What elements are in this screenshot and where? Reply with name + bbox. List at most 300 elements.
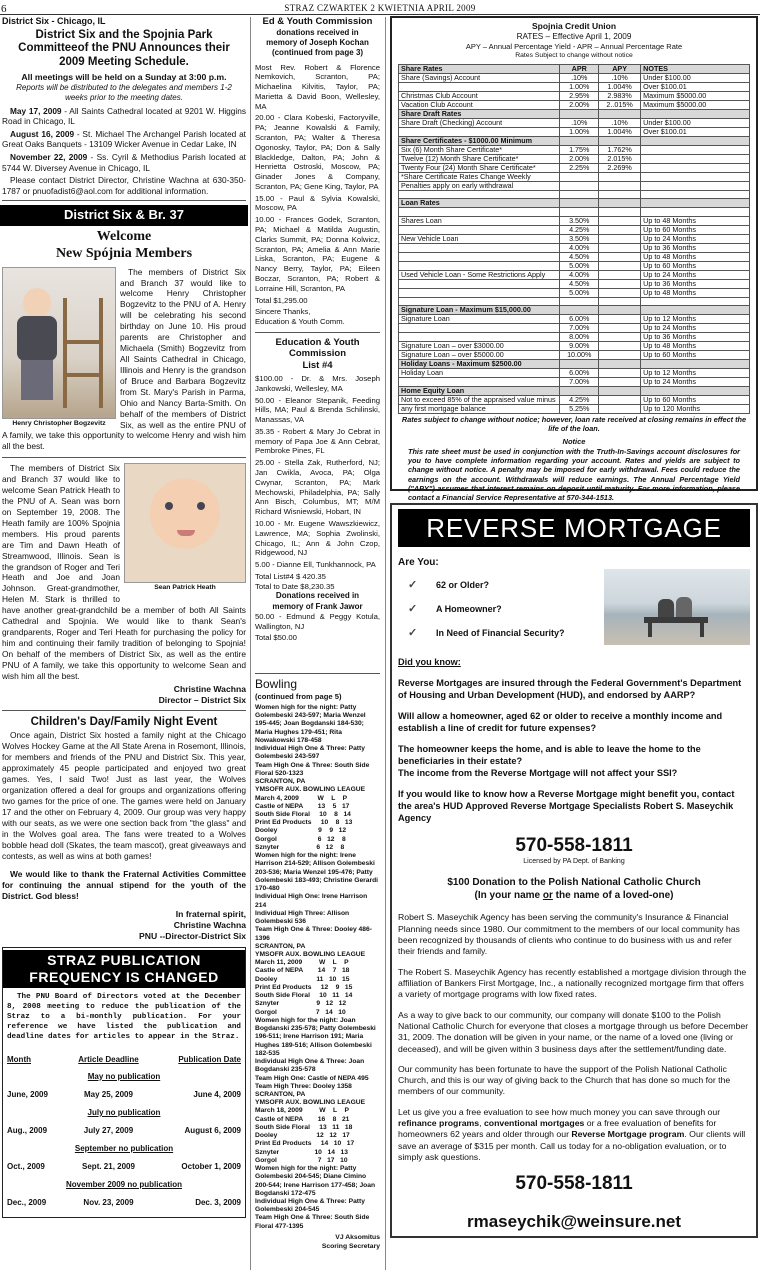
schedule-cell: October 1, 2009 — [181, 1161, 241, 1171]
bowling-line: Dooley 9 9 12 — [255, 827, 347, 835]
rates-cell — [599, 190, 641, 199]
rates-cell — [560, 190, 599, 199]
column-left — [2, 16, 246, 1218]
divider — [2, 457, 246, 458]
donor-list: Most Rev. Robert & Florence Nemkovich, Scranton, PA; Michaelina Kilvitis, Taylor, PA; Marietta & David Boon, Wellesley, MA — [255, 62, 380, 111]
ad-question-lead: Are You: — [398, 557, 439, 569]
rates-cell: Up to 48 Months — [641, 216, 750, 225]
bowling-line: Women high for the night: Joan Bogdanski 235-578; Patty Golembeski 196-511; Irene Harrison 191; Maria Hughes 189-516; Allison Golembeski 182-535 — [255, 1016, 378, 1057]
schedule-note-row — [7, 1141, 241, 1157]
signature-title: Director – District Six — [158, 694, 246, 705]
rates-cell — [599, 208, 641, 217]
article-paragraph: We would like to thank the Fraternal Activities Committee for continuing the annual stipend for the youth of the District. God bless! — [2, 869, 246, 902]
rates-cell: 6.00% — [560, 369, 599, 378]
rates-cell — [641, 163, 750, 172]
rates-cell: Over $100.01 — [641, 127, 750, 136]
bowling-line: YMSOFR AUX. BOWLING LEAGUE — [255, 1099, 366, 1107]
donor-list: 10.00 - Frances Godek, Scranton, PA; Michael & Matilda Augustin, Clarks Summit, PA; Donna Kolwicz, Scranton, PA; Amelia & Ann Marie Liska, Scranton, PA; Eugene & Nancy Berry, Taylor, PA; Eileen Boczar, Scranton, PA; Robert & Lorraine Hill, Scranton, PA — [255, 215, 380, 293]
schedule-cell: Aug., 2009 — [7, 1125, 48, 1135]
rates-row — [399, 118, 750, 127]
bowling-line: Print Ed Products 10 8 13 — [255, 819, 353, 827]
donor-list: 50.00 - Eleanor Stepanik, Feeding Hills, MA; Paul & Brenda Schilinski, Manassas, VA — [255, 395, 380, 425]
rates-cell: Holiday Loan — [399, 369, 560, 378]
rates-cell — [641, 145, 750, 154]
schedule-row — [7, 1193, 241, 1213]
rates-cell: Christmas Club Account — [399, 91, 560, 100]
schedule-header-cell: Article Deadline — [78, 1054, 139, 1064]
district-chicago-article — [2, 16, 246, 196]
ad-title: REVERSE MORTGAGE — [398, 509, 750, 547]
rates-cell: 9.00% — [560, 342, 599, 351]
schedule-row — [7, 1121, 241, 1141]
rates-cell — [560, 199, 599, 208]
rates-cell: 1.762% — [599, 145, 641, 154]
welcome-paragraph: The members of District Six and Branch 37 would like to welcome Sean Patrick Heath to the PNU of A. Sean was born on September 19, 2008. The Heath family are 100% Spojnia members. His proud parents are Tim and Dawn Heath of Streamwood, Illinois. Sean is the grandson of Roger and Teri Heath and Joe and Joan Johnson. Great-grandmother, Helen M. Stark is thrilled to have another great-grandchild be a member of both All Saints Cathedral and Spojnia. We would like to thank Sean's grandparents, Roger and Teri Heath for purchasing the policy for him and continuing their family tradition of belonging to Spojnia! On behalf of the members of District Six, as well as the entire PNU of A family, we take this opportunity to welcome Sean and wish him all the best. — [2, 463, 246, 681]
rates-table — [398, 64, 750, 415]
rates-row — [399, 216, 750, 225]
rates-cell — [599, 172, 641, 181]
rates-cell: Up to 120 Months — [641, 405, 750, 414]
checkmark-icon: ✓ — [408, 579, 418, 592]
rates-cell: Share Draft Rates — [399, 109, 560, 118]
rates-cell: Up to 36 Months — [641, 279, 750, 288]
meeting-item: November 22, 2009 - Ss. Cyril & Methodius Parish located at 5744 W. Diversey Avenue in Chicago, IL — [2, 151, 246, 173]
rates-cell: Twelve (12) Month Share Certificate* — [399, 154, 560, 163]
family-night-article — [2, 715, 246, 943]
bowling-line: Team High One: Castle of NEPA 495 — [255, 1074, 369, 1082]
rates-cell: Signature Loan – over $3000.00 — [399, 342, 560, 351]
bowling-line: Sznyter 10 14 13 — [255, 1148, 348, 1156]
rates-cell: Up to 12 Months — [641, 369, 750, 378]
article-paragraph: Once again, District Six hosted a family night at the Chicago Wolves Hockey Game at the All State Arena in Rosemont, Illinois, for members and friends of the PNU and District Six. This year, approximately 45 people participated and enjoyed two great games. Yes, I said Two! Just as last year, the Wolves organization offered a deal for groups and organizations offering two games for the price of one. The games were held on January 17 and the other on February 4, 2009. Our group was very happy with our seats, as we were one section back from "the glass" and in the Wolves goal area. The fans were treated to a Wolves bobble head doll (Skates, the team mascot), great giveaways and contests, as well as wins at both games! — [2, 730, 246, 861]
rates-cell: 4.00% — [560, 243, 599, 252]
rates-cell: 6.00% — [560, 315, 599, 324]
rates-row — [399, 225, 750, 234]
rates-row — [399, 73, 750, 82]
bowling-line: South Side Floral 10 11 14 — [255, 992, 353, 1000]
meeting-item: August 16, 2009 - St. Michael The Archangel Parish located at Great Oaks Banquets - 13109 Wicker Avenue in Cedar Lake, IN — [2, 128, 246, 150]
donor-list: $100.00 - Dr. & Mrs. Joseph Jankowski, Wellesley, MA — [255, 374, 380, 393]
rates-cell — [599, 387, 641, 396]
couple-on-bench-photo — [604, 569, 750, 645]
rates-cell: Share Draft (Checking) Account — [399, 118, 560, 127]
rates-cell — [599, 279, 641, 288]
sign-off: Sincere Thanks, — [255, 307, 311, 317]
schedule-header-row — [7, 1051, 241, 1069]
bowling-line: Castle of NEPA 13 5 17 — [255, 802, 350, 810]
bowling-line: Gorgol 6 12 8 — [255, 835, 346, 843]
bowling-line: Gorgol 7 14 10 — [255, 1008, 346, 1016]
rates-cell — [599, 261, 641, 270]
rates-row — [399, 279, 750, 288]
bowling-line: Women high for the night: Patty Golembeski 204-545; Diane Cimino 200-544; Irene Harrison 177-458; Joan Bogdanski 172-475 — [255, 1165, 377, 1197]
schedule-cell: May 25, 2009 — [84, 1089, 133, 1099]
rates-cell — [599, 225, 641, 234]
rates-cell — [599, 369, 641, 378]
straz-body: The PNU Board of Directors voted at the December 8, 2008 meeting to reduce the publication of the Straz to a bi-monthly publication. For your reference we have listed the publication and deadline dates for articles to appear in the Straz. — [7, 992, 241, 1041]
welcome-article — [2, 205, 246, 705]
rates-cell — [399, 225, 560, 234]
rates-cell: 10.00% — [560, 351, 599, 360]
rates-cell: 7.00% — [560, 378, 599, 387]
signature-title: PNU --Director-District Six — [139, 931, 246, 942]
bowling-line: Individual High Three: Allison Golembeski 536 — [255, 909, 351, 926]
reverse-mortgage-ad — [390, 503, 758, 1238]
rates-cell: 1.75% — [560, 145, 599, 154]
rates-row — [399, 243, 750, 252]
page-number: 6 — [1, 3, 7, 15]
rates-row — [399, 270, 750, 279]
rates-row — [399, 172, 750, 181]
rates-cell — [599, 181, 641, 190]
rates-row — [399, 100, 750, 109]
donor-list: 20.00 - Clara Kobeski, Factoryville, PA; Jeanne Kowalski & Family, Scranton, PA; Walter & Theresa Ogonosky, Taylor, PA; Don & Sally Blackledge, Dalton, PA; John & Henrietta Ostroski, Moscow, PA; Ginader Jones & Company, Scranton, PA; Gene King, Taylor, PA — [255, 113, 380, 191]
donor-total: Total List#4 $ 420.35 — [255, 571, 326, 581]
schedule-row — [7, 1157, 241, 1177]
rates-cell: Maximum $5000.00 — [641, 91, 750, 100]
rates-cell: 5.25% — [560, 405, 599, 414]
bowling-line: Individual High One & Three: Patty Golembeski 243-597 — [255, 745, 367, 761]
bowling-line: SCRANTON, PA — [255, 1090, 306, 1098]
rates-cell: Up to 48 Months — [641, 288, 750, 297]
rates-row — [399, 190, 750, 199]
bowling-line: Women high for the night: Patty Golembeski 243-597; Maria Wenzel 195-445; Joan Bogdanski 184-530; Maria Hughes 179-451; Rita Nowakowski 178-458 — [255, 703, 368, 744]
ad-question: ✓ 62 or Older? — [408, 579, 490, 592]
rates-cell: Under $100.00 — [641, 118, 750, 127]
rates-row — [399, 405, 750, 414]
rates-cell: Loan Rates — [399, 199, 560, 208]
bowling-line: March 11, 2009 W L P — [255, 959, 349, 967]
meeting-time: All meetings will be held on a Sunday at 3:00 p.m. — [21, 71, 227, 82]
article-subtitle: memory of Frank Jawor — [272, 601, 363, 611]
ad-question: ✓ A Homeowner? — [408, 603, 502, 616]
schedule-header-cell: Month — [7, 1054, 31, 1064]
donor-total: Total $1,295.00 — [255, 295, 308, 305]
ad-fact: Reverse Mortgages are insured through the Federal Government's Department of Housing and Urban Development (HUD), and endorsed by AARP? — [398, 678, 742, 700]
bowling-line: Sznyter 9 12 12 — [255, 1000, 347, 1008]
rates-cell — [560, 136, 599, 145]
article-title: District Six and the Spojnia Park Committeeof the PNU Announces their 2009 Meeting Schedule. — [18, 28, 230, 69]
schedule-cell: August 6, 2009 — [184, 1125, 241, 1135]
bowling-line: SCRANTON, PA — [255, 778, 306, 786]
checkmark-icon: ✓ — [408, 603, 418, 616]
schedule-cell: Dec. 3, 2009 — [195, 1197, 241, 1207]
rates-cell: NOTES — [641, 64, 750, 73]
rates-cell — [641, 109, 750, 118]
donor-list: 35.35 - Robert & Mary Jo Cebrat in memory of Papa Joe & Ann Cebrat, Pembroke Pines, FL — [255, 426, 380, 456]
rates-cell — [399, 252, 560, 261]
rates-cell: Used Vehicle Loan - Some Restrictions Apply — [399, 270, 560, 279]
rates-cell: 1.004% — [599, 127, 641, 136]
bowling-line: South Side Floral 10 8 14 — [255, 811, 351, 818]
bowling-line: Team High One & Three: South Side Floral 520-1323 — [255, 761, 372, 777]
photo-caption: Henry Christopher Bogzevitz — [12, 419, 106, 427]
rates-section-row — [399, 64, 750, 73]
rates-cell: *Share Certificate Rates Change Weekly — [399, 172, 560, 181]
welcome-subtitle: New Spójnia Members — [55, 245, 193, 261]
rates-cell: Home Equity Loan — [399, 387, 560, 396]
rates-cell: Up to 60 Months — [641, 351, 750, 360]
ad-body — [394, 657, 754, 1232]
bowling-line: Individual High One & Three: Joan Bogdanski 235-578 — [255, 1058, 367, 1074]
publication-schedule — [7, 1051, 241, 1213]
article-subtitle: (continued from page 3) — [271, 48, 364, 58]
rates-cell: Shares Loan — [399, 216, 560, 225]
schedule-header-cell: Publication Date — [178, 1054, 241, 1064]
article-subtitle: memory of Joseph Kochan — [266, 38, 369, 48]
rates-cell: Signature Loan - Maximum $15,000.00 — [399, 306, 560, 315]
article-subtitle: donations received in — [276, 28, 359, 38]
rates-cell — [599, 136, 641, 145]
cu-subtitle: APY – Annual Percentage Yield - APR – Annual Percentage Rate — [465, 42, 683, 52]
baby-photo-sean — [124, 463, 246, 583]
rates-cell — [641, 172, 750, 181]
rates-cell: Six (6) Month Share Certificate* — [399, 145, 560, 154]
photo-henry — [2, 267, 116, 429]
rates-cell — [599, 234, 641, 243]
donation-offer: $100 Donation to the Polish National Catholic Church — [447, 876, 701, 888]
ad-question: ✓ In Need of Financial Security? — [408, 627, 565, 640]
photo-caption: Sean Patrick Heath — [154, 584, 216, 592]
rates-cell: .10% — [560, 73, 599, 82]
bowling-line: Team High One & Three: South Side Floral 477-1395 — [255, 1214, 372, 1230]
rates-cell — [599, 378, 641, 387]
schedule-cell: Dec., 2009 — [7, 1197, 47, 1207]
bowling-line: Team High Three: Dooley 1358 — [255, 1082, 352, 1090]
rates-cell: any first mortgage balance — [399, 405, 560, 414]
rates-cell: Up to 24 Months — [641, 234, 750, 243]
rates-cell: .10% — [560, 118, 599, 127]
rates-cell: Over $100.01 — [641, 82, 750, 91]
rates-cell: Holiday Loans - Maximum $2500.00 — [399, 360, 560, 369]
email-address[interactable]: rmaseychik@weinsure.net — [466, 1211, 682, 1231]
notice-body: This rate sheet must be used in conjunction with the Truth-In-Savings account disclosures for you to have complete information regarding your account. Rates and yields are subject to change without notice. A penalty may be imposed for early withdrawal. Fees could reduce the earnings on the account. Withdrawals will reduce earnings. The Annual Percentage Yield ("APY") assumes that interest remains on deposit until maturity. For more information, please contact a Financial Service Representative at 570-344-1513. — [408, 446, 740, 503]
divider — [2, 710, 246, 711]
meeting-item: May 17, 2009 - All Saints Cathedral located at 9201 W. Higgins Road in Chicago, IL — [2, 105, 246, 127]
rates-cell: Share Rates — [399, 64, 560, 73]
rates-row — [399, 82, 750, 91]
schedule-cell: Sept. 21, 2009 — [82, 1161, 135, 1171]
schedule-note: September no publication — [74, 1143, 174, 1153]
rates-cell — [641, 190, 750, 199]
rates-cell: Up to 60 Months — [641, 261, 750, 270]
rates-cell: 5.00% — [560, 288, 599, 297]
rates-cell: Twenty Four (24) Month Share Certificate* — [399, 163, 560, 172]
rates-cell: 2.269% — [599, 163, 641, 172]
signature-title: Scoring Secretary — [321, 1242, 380, 1250]
article-subtitle: Donations received in — [275, 591, 360, 601]
rates-cell: .10% — [599, 118, 641, 127]
rates-cell — [599, 270, 641, 279]
rates-row — [399, 261, 750, 270]
schedule-cell: Oct., 2009 — [7, 1161, 45, 1171]
bowling-line: SCRANTON, PA — [255, 942, 306, 950]
rates-cell — [599, 315, 641, 324]
divider — [255, 332, 380, 333]
rates-row — [399, 163, 750, 172]
baby-photo-henry — [2, 267, 116, 419]
schedule-cell: June 4, 2009 — [193, 1089, 241, 1099]
rates-section-row — [399, 136, 750, 145]
ad-paragraph: Our community has been fortunate to have the support of the Polish National Catholic Church, and this is our way of giving back to the Church that has done so much for the members of our community. — [398, 1063, 731, 1097]
donor-list: 15.00 - Paul & Sylvia Kowalski, Moscow, PA — [255, 193, 380, 213]
bowling-line: March 18, 2009 W L P — [255, 1107, 349, 1115]
rates-cell: APR — [560, 64, 599, 73]
ladder-graphic — [63, 298, 103, 408]
ad-fact: Will allow a homeowner, aged 62 or older to receive a monthly income and establish a line of credit for future expenses? — [398, 710, 723, 733]
rates-cell: Up to 36 Months — [641, 243, 750, 252]
bowling-line: Print Ed Products 14 10 17 — [255, 1140, 355, 1148]
rates-cell — [599, 109, 641, 118]
rates-cell: Share Certificates - $1000.00 Minimum — [399, 136, 560, 145]
rates-cell: Signature Loan – over $5000.00 — [399, 351, 560, 360]
bowling-line: Castle of NEPA 14 7 18 — [255, 967, 350, 975]
rates-cell: 2.00% — [560, 100, 599, 109]
schedule-note: July no publication — [87, 1107, 161, 1117]
rates-cell: Up to 60 Months — [641, 225, 750, 234]
rates-cell: 1.00% — [560, 127, 599, 136]
rates-row — [399, 234, 750, 243]
schedule-note: May no publication — [87, 1071, 161, 1081]
rates-cell: 2.983% — [599, 91, 641, 100]
rates-cell — [641, 297, 750, 306]
schedule-note: November 2009 no publication — [65, 1179, 183, 1189]
rates-cell: Under $100.00 — [641, 73, 750, 82]
ad-intro — [394, 557, 754, 657]
bowling-line: YMSOFR AUX. BOWLING LEAGUE — [255, 786, 366, 794]
rates-cell — [399, 82, 560, 91]
straz-title: STRAZ PUBLICATION FREQUENCY IS CHANGED — [3, 950, 245, 988]
rates-cell — [599, 216, 641, 225]
ad-fact: The homeowner keeps the home, and is able to leave the home to the beneficiaries in their estate? — [398, 743, 701, 766]
straz-notice-box — [2, 947, 246, 1218]
bowling-line: Dooley 12 12 17 — [255, 1132, 350, 1140]
bowling-line: Castle of NEPA 16 8 21 — [255, 1115, 350, 1123]
column-rule — [250, 17, 251, 1270]
rates-cell: 3.50% — [560, 234, 599, 243]
schedule-row — [7, 1085, 241, 1105]
page-header — [0, 2, 760, 15]
rates-cell: New Vehicle Loan — [399, 234, 560, 243]
rates-cell: Up to 48 Months — [641, 252, 750, 261]
rates-cell — [560, 109, 599, 118]
schedule-cell: June, 2009 — [7, 1089, 48, 1099]
divider — [255, 673, 380, 674]
rates-cell — [599, 324, 641, 333]
rates-cell: Up to 60 Months — [641, 396, 750, 405]
rates-cell — [399, 279, 560, 288]
rates-cell — [599, 351, 641, 360]
bowling-results — [255, 704, 380, 1231]
ad-fact: The income from the Reverse Mortgage will not affect your SSI? — [398, 767, 678, 778]
bowling-line: Print Ed Products 12 9 15 — [255, 983, 353, 991]
column-rule — [385, 17, 386, 1270]
cu-subtitle: RATES – Effective April 1, 2009 — [516, 31, 632, 41]
bowling-line: Sznyter 6 12 8 — [255, 843, 345, 851]
phone-number: 570-558-1811 — [515, 834, 633, 856]
rates-cell: 3.50% — [560, 216, 599, 225]
signature-name: Christine Wachna — [173, 683, 246, 694]
bowling-line: Gorgol 7 17 10 — [255, 1156, 348, 1164]
rates-cell: 2.00% — [560, 154, 599, 163]
rates-cell: 7.00% — [560, 324, 599, 333]
rates-row — [399, 145, 750, 154]
rates-cell — [399, 288, 560, 297]
bowling-continued: (continued from page 5) — [255, 692, 342, 702]
photo-sean — [124, 463, 246, 593]
rates-cell: 4.50% — [560, 279, 599, 288]
credit-union-rates-box — [390, 16, 758, 503]
rates-cell: 1.00% — [560, 82, 599, 91]
rates-cell — [399, 261, 560, 270]
rates-cell: Up to 24 Months — [641, 270, 750, 279]
rates-cell — [599, 199, 641, 208]
ad-paragraph: Let us give you a free evaluation to see how much money you can save through our refinance programs, conventional mortgages or a free evaluation of benefits for homeowners 62 years and older through our Reverse Mortgage program. Our clients will save an average of $315 per month. Call us today for a no-obligation evaluation, or to simply ask questions. — [398, 1106, 746, 1163]
rates-cell — [560, 297, 599, 306]
rates-cell: 2.25% — [560, 163, 599, 172]
rates-cell — [641, 154, 750, 163]
rates-cell — [599, 360, 641, 369]
rates-cell — [399, 127, 560, 136]
signature-name: VJ Aksomitus — [335, 1233, 380, 1241]
rates-cell — [599, 288, 641, 297]
rates-cell — [641, 136, 750, 145]
rates-cell — [560, 172, 599, 181]
rates-cell: 4.25% — [560, 396, 599, 405]
section-bar: District Six & Br. 37 — [0, 205, 248, 226]
article-title: Education & Youth Commission List #4 — [275, 336, 360, 371]
rates-cell: Up to 36 Months — [641, 333, 750, 342]
ad-contact-callout: If you would like to know how a Reverse Mortgage might benefit you, contact the area's HUD Approved Reverse Mortgage Specialists Robert S. Maseychik Agency — [398, 788, 735, 823]
bowling-line: Individual High One: Irene Harrison 214 — [255, 893, 370, 909]
donor-list: 25.00 - Stella Zak, Rutherford, NJ; Jan Cwikla, Avoca, PA; Olga Cwynar, Scranton, PA; Mark Mechowski, Philadelphia, PA; Sally Ann Bisch, Columbus, MT; M/M Richard Wisniewski, Hobart, IN — [255, 458, 380, 517]
rates-cell — [599, 297, 641, 306]
ad-paragraph: The Robert S. Maseychik Agency has recently established a mortgage division through the affiliation of Bankers First Mortgage, Inc., a nationally recognized mortgage firm that offers a variety of mortgage programs with low fixed rates. — [398, 966, 747, 1000]
divider — [2, 200, 246, 201]
donor-list: 10.00 - Mr. Eugene Wawszkiewicz, Lawrence, MA; Sophia Zwolinski, Chicago, IL; Ann & John Czop, Ridgewood, NJ — [255, 518, 380, 558]
ad-paragraph: Robert S. Maseychik Agency has been serving the community's Insurance & Financial Planning needs since 1980. Our commitment to the members of our local community has been recognized by thousands of clients who continue to do business with us and refer their friends and family. — [398, 912, 740, 957]
rates-row — [399, 91, 750, 100]
rates-row — [399, 181, 750, 190]
rates-cell: 1.004% — [599, 82, 641, 91]
rates-cell: APY — [599, 64, 641, 73]
cu-title: Spojnia Credit Union — [531, 21, 617, 31]
rates-cell: .10% — [599, 73, 641, 82]
rates-cell — [599, 342, 641, 351]
bowling-line: March 4, 2009 W L P — [255, 794, 348, 802]
rates-row — [399, 288, 750, 297]
rates-cell: Share (Savings) Account — [399, 73, 560, 82]
rates-cell — [599, 243, 641, 252]
rates-cell — [599, 396, 641, 405]
phone-number: 570-558-1811 — [515, 1173, 633, 1195]
rates-cell: 5.00% — [560, 261, 599, 270]
checkmark-icon: ✓ — [408, 627, 418, 640]
bowling-line: Women high for the night: Irene Harrison 214-529; Allison Golembeski 203-536; Maria Wenzel 195-476; Patty Golembeski 183-493; Christine Gerardi 170-480 — [255, 852, 380, 893]
rates-cell — [641, 199, 750, 208]
rates-cell: 4.00% — [560, 270, 599, 279]
rates-cell — [599, 405, 641, 414]
bowling-line: Dooley 11 10 15 — [255, 975, 350, 983]
masthead: STRAZ CZWARTEK 2 KWIETNIA APRIL 2009 — [284, 3, 476, 13]
rates-cell: Not to exceed 85% of the appraised value minus — [399, 396, 560, 405]
rates-cell: Up to 48 Months — [641, 342, 750, 351]
notice-title: Notice — [562, 436, 586, 446]
cu-subtitle: Rates Subject to change without notice — [515, 51, 633, 59]
donation-offer-sub: (In your name or the name of a loved-one) — [474, 889, 674, 901]
schedule-cell: Nov. 23, 2009 — [83, 1197, 134, 1207]
rates-cell: 2.95% — [560, 91, 599, 100]
